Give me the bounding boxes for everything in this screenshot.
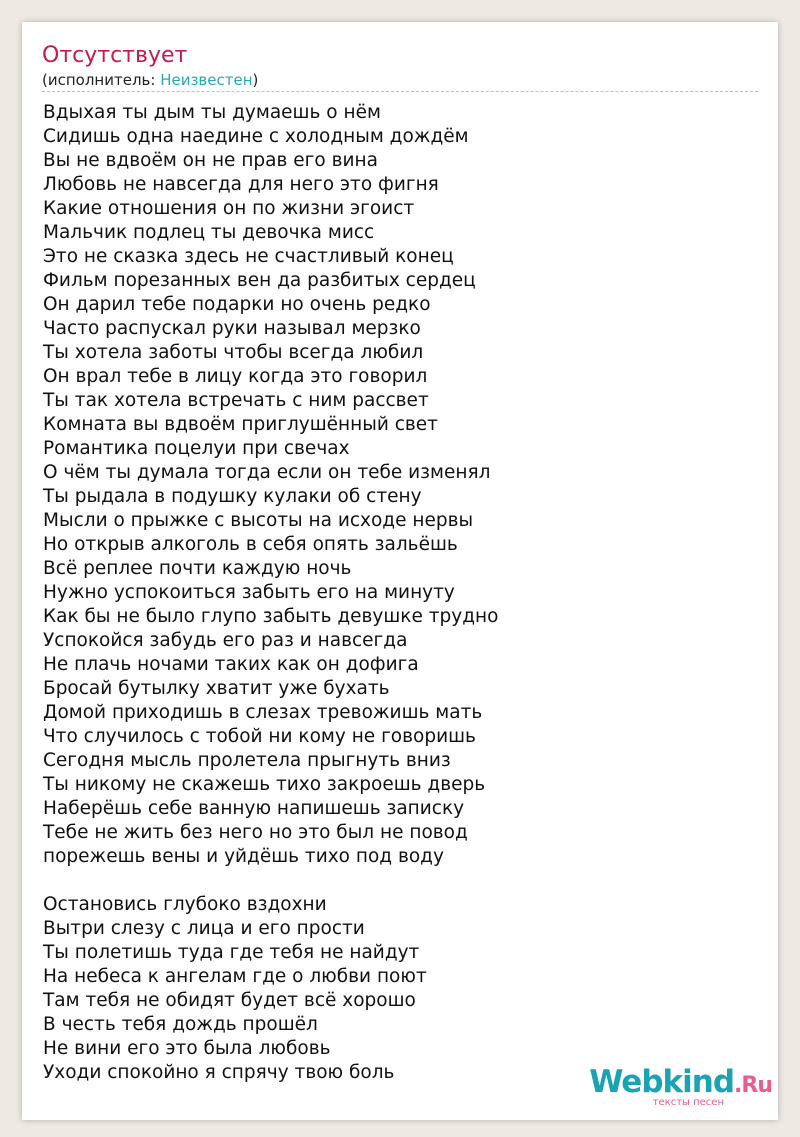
lyric-line: Ты хотела заботы чтобы всегда любил <box>43 342 424 363</box>
lyrics-body <box>43 101 743 1085</box>
lyric-line: Ты так хотела встречать с ним рассвет <box>43 390 429 411</box>
verse-2 <box>43 893 743 1085</box>
lyric-line: Мальчик подлец ты девочка мисс <box>43 222 375 243</box>
title-divider <box>42 91 758 92</box>
lyric-line: Часто распускал руки называл мерзко <box>43 318 421 339</box>
lyric-line: Что случилось с тобой ни кому не говоришь <box>43 726 476 747</box>
logo-subtitle: тексты песен <box>652 1097 724 1108</box>
lyric-line: Комната вы вдвоём приглушённый свет <box>43 414 438 435</box>
logo-tld: .Ru <box>734 1073 772 1098</box>
lyric-line: О чём ты думала тогда если он тебе изменял <box>43 462 491 483</box>
lyric-line: Какие отношения он по жизни эгоист <box>43 198 415 219</box>
lyric-line: Романтика поцелуи при свечах <box>43 438 350 459</box>
lyric-line: Не вини его это была любовь <box>43 1038 331 1059</box>
lyric-line: Ты полетишь туда где тебя не найдут <box>43 942 420 963</box>
lyric-line: Бросай бутылку хватит уже бухать <box>43 678 390 699</box>
artist-prefix: (исполнитель: <box>42 71 161 89</box>
lyric-line: Остановись глубоко вздохни <box>43 894 327 915</box>
stanza-gap <box>43 869 743 893</box>
lyric-line: Там тебя не обидят будет всё хорошо <box>43 990 416 1011</box>
song-title: Отсутствует <box>42 43 188 68</box>
lyric-line: Уходи спокойно я спрячу твою боль <box>43 1062 395 1083</box>
lyric-line: Успокойся забудь его раз и навсегда <box>43 630 408 651</box>
lyric-line: Нужно успокоиться забыть его на минуту <box>43 582 455 603</box>
lyric-line: Ты никому не скажешь тихо закроешь дверь <box>43 774 486 795</box>
lyric-line: Наберёшь себе ванную напишешь записку <box>43 798 465 819</box>
artist-link[interactable]: Неизвестен <box>160 71 253 89</box>
lyric-line: Сидишь одна наедине с холодным дождём <box>43 126 469 147</box>
lyric-line: Вдыхая ты дым ты думаешь о нём <box>43 102 381 123</box>
lyric-line: Вытри слезу с лица и его прости <box>43 918 365 939</box>
lyric-line: Он врал тебе в лицу когда это говорил <box>43 366 428 387</box>
webkind-logo[interactable] <box>574 1064 774 1112</box>
artist-suffix: ) <box>252 71 259 89</box>
lyric-line: порежешь вены и уйдёшь тихо под воду <box>43 846 444 867</box>
lyrics-page <box>22 22 778 1120</box>
lyric-line: Это не сказка здесь не счастливый конец <box>43 246 454 267</box>
artist-line <box>42 70 258 90</box>
lyric-line: Всё реплее почти каждую ночь <box>43 558 352 579</box>
lyric-line: Домой приходишь в слезах тревожишь мать <box>43 702 483 723</box>
lyric-line: Ты рыдала в подушку кулаки об стену <box>43 486 422 507</box>
verse-1 <box>43 101 743 869</box>
lyric-line: Не плачь ночами таких как он дофига <box>43 654 419 675</box>
lyric-line: Фильм порезанных вен да разбитых сердец <box>43 270 476 291</box>
lyric-line: В честь тебя дождь прошёл <box>43 1014 318 1035</box>
lyric-line: Он дарил тебе подарки но очень редко <box>43 294 431 315</box>
lyric-line: Но открыв алкоголь в себя опять зальёшь <box>43 534 458 555</box>
lyric-line: Мысли о прыжке с высоты на исходе нервы <box>43 510 474 531</box>
lyric-line: Вы не вдвоём он не прав его вина <box>43 150 378 171</box>
lyric-line: Любовь не навсегда для него это фигня <box>43 174 439 195</box>
logo-word: Webkind <box>589 1064 735 1100</box>
lyric-line: Как бы не было глупо забыть девушке трудно <box>43 606 499 627</box>
lyric-line: На небеса к ангелам где о любви поют <box>43 966 427 987</box>
lyric-line: Сегодня мысль пролетела прыгнуть вниз <box>43 750 451 771</box>
lyric-line: Тебе не жить без него но это был не повод <box>43 822 468 843</box>
